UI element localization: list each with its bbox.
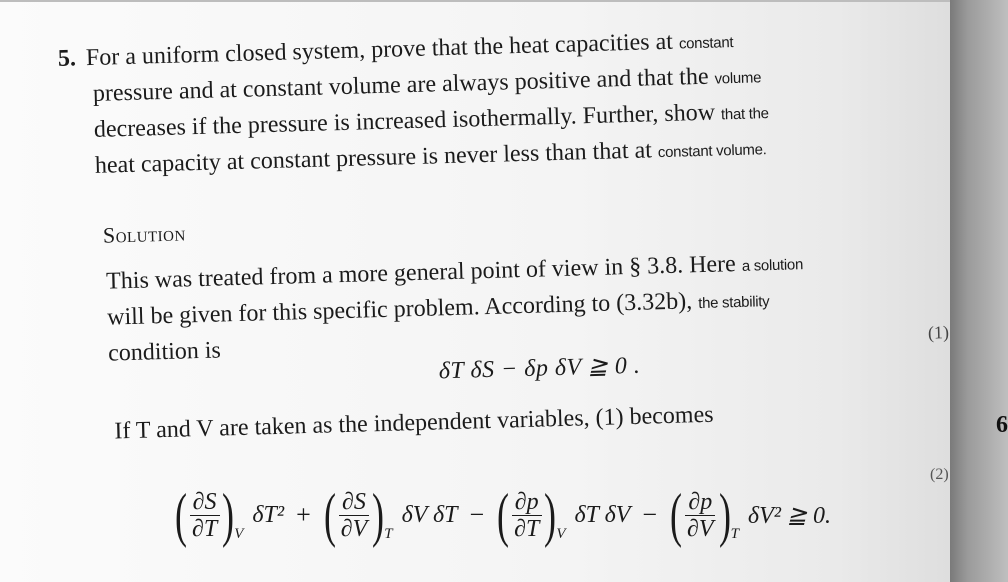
solution-heading: Solution [102,220,187,248]
equation-operator-3: − [642,500,658,529]
partial-derivative-4: ( $\frac{\partial p}{\partial V}$ ) T [670,482,739,548]
equation-factor-2: δV δT [401,501,458,528]
equation-number-1: (1) [927,322,950,343]
partial-derivative-2: ( $\frac{\partial S}{\partial V}$ ) T [323,482,393,548]
problem-line-1: 5. For a uniform closed system, prove that the heat capacities at constant [57,28,734,72]
equation-operator-1: + [296,500,311,529]
stability-equation: δT δS − δp δV ≧ 0 . [438,352,641,385]
partial-derivative-3: ( $\frac{\partial p}{\partial T}$ ) V [497,482,566,548]
problem-line-4: heat capacity at constant pressure is never less than that at constant volume. [94,137,767,179]
problem-line-3: decreases if the pressure is increased isothermally. Further, show that the [93,99,769,143]
solution-line-4: If T and V are taken as the independent variables, (1) becomes [114,401,714,445]
equation-factor-3: δT δV [574,501,631,528]
solution-line-1: This was treated from a more general point of view in § 3.8. Here a solution [105,250,804,295]
equation-factor-1: δT² [252,501,285,528]
problem-line-2: pressure and at constant volume are always positive and that the volume [92,63,762,107]
solution-line-2: will be given for this specific problem. According to (3.32b), the stability [106,288,770,331]
problem-number: 5. [57,45,77,72]
solution-line-3: condition is [107,337,222,367]
facing-page-number: 6 [996,412,1008,438]
equation-factor-4: δV² ≧ 0. [747,502,832,529]
equation-operator-2: − [469,500,485,529]
book-gutter [950,0,1008,582]
partial-derivative-1: ( $\frac{\partial S}{\partial T}$ ) V [174,482,244,548]
expanded-equation [168,470,837,560]
equation-number-2: (2) [930,466,949,483]
